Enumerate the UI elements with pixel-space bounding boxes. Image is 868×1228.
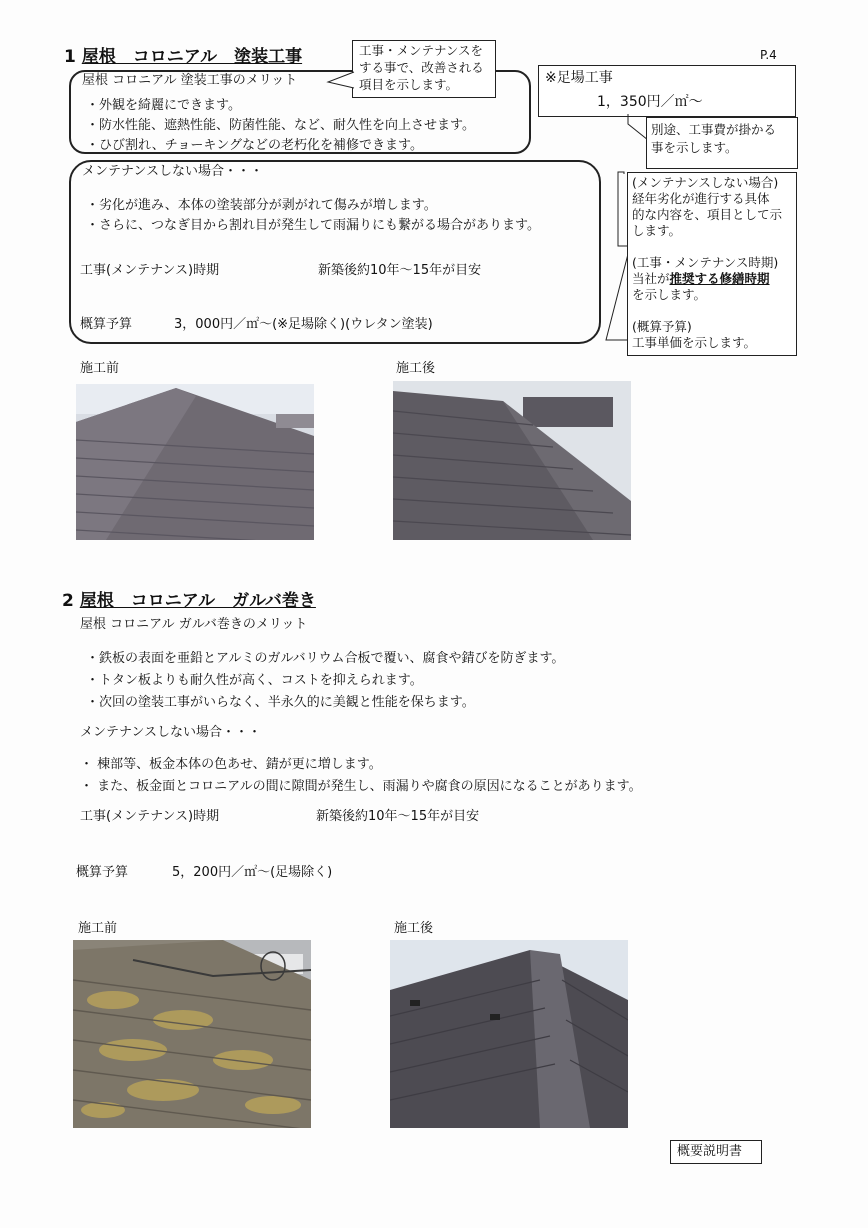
section1-period-value: 新築後約10年～15年が目安 bbox=[318, 263, 482, 278]
section1-no-maint-heading: メンテナンスしない場合・・・ bbox=[82, 164, 263, 179]
section2-no-maint-heading: メンテナンスしない場合・・・ bbox=[80, 725, 261, 740]
side-note-line: (メンテナンスしない場合) bbox=[632, 175, 779, 190]
section1-before-photo bbox=[76, 384, 314, 540]
side-bracket bbox=[600, 170, 630, 350]
section2-merit-item: ・次回の塗装工事がいらなく、半永久的に美観と性能を保ちます。 bbox=[86, 695, 475, 710]
section2-merit-item: ・トタン板よりも耐久性が高く、コストを抑えられます。 bbox=[86, 673, 423, 688]
section2-before-label: 施工前 bbox=[78, 921, 118, 936]
section2-merit-item: ・鉄板の表面を亜鉛とアルミのガルバリウム合板で覆い、腐食や錆びを防ぎます。 bbox=[86, 651, 565, 666]
side-note-line: します。 bbox=[632, 223, 682, 238]
scaffold-note-line: 別途、工事費が掛かる bbox=[651, 122, 777, 137]
section1-title: 屋根 コロニアル 塗装工事 bbox=[81, 47, 303, 67]
scaffold-title: ※足場工事 bbox=[545, 70, 613, 86]
section2-after-photo bbox=[390, 940, 628, 1128]
callout-pointer bbox=[325, 70, 355, 90]
footer-label: 概要説明書 bbox=[677, 1144, 743, 1159]
section2-budget-label: 概算予算 bbox=[76, 865, 129, 880]
section1-merit-item: ・ひび割れ、チョーキングなどの老朽化を補修できます。 bbox=[86, 138, 423, 153]
callout-improvement-note bbox=[352, 40, 496, 98]
section2-no-maint-item: ・ 棟部等、板金本体の色あせ、錆が更に増します。 bbox=[80, 757, 382, 772]
section2-budget-value: 5，200円／㎡～(足場除く) bbox=[172, 865, 333, 880]
section2-before-photo bbox=[73, 940, 311, 1128]
callout-line: する事で、改善される bbox=[359, 60, 484, 75]
section1-merit-item: ・防水性能、遮熱性能、防菌性能、など、耐久性を向上させます。 bbox=[86, 118, 475, 133]
section2-no-maint-item: ・ また、板金面とコロニアルの間に隙間が発生し、雨漏りや腐食の原因になることがあります。 bbox=[80, 779, 642, 794]
section1-after-photo bbox=[393, 381, 631, 540]
side-note-emphasis: 推奨する修繕時期 bbox=[669, 271, 770, 286]
side-note-line: 工事単価を示します。 bbox=[632, 335, 757, 350]
side-notes-box bbox=[627, 172, 797, 356]
section1-before-label: 施工前 bbox=[80, 361, 120, 376]
section1-no-maint-item: ・さらに、つなぎ目から割れ目が発生して雨漏りにも繋がる場合があります。 bbox=[86, 218, 540, 233]
page-number: P.4 bbox=[760, 48, 777, 62]
scaffold-note-box bbox=[646, 117, 798, 169]
section2-heading bbox=[62, 586, 316, 611]
section1-merit-item: ・外観を綺麗にできます。 bbox=[86, 98, 241, 113]
side-note-fragment: 当社が bbox=[632, 271, 670, 286]
callout-line: 工事・メンテナンスを bbox=[359, 43, 484, 58]
section1-merit-heading: 屋根 コロニアル 塗装工事のメリット bbox=[82, 73, 298, 88]
callout-line: 項目を示します。 bbox=[359, 77, 459, 92]
section1-after-label: 施工後 bbox=[396, 361, 436, 376]
section2-after-label: 施工後 bbox=[394, 921, 434, 936]
side-note-line: を示します。 bbox=[632, 287, 707, 302]
section1-no-maint-item: ・劣化が進み、本体の塗装部分が剥がれて傷みが増します。 bbox=[86, 198, 437, 213]
section2-merit-heading: 屋根 コロニアル ガルバ巻きのメリット bbox=[80, 617, 308, 632]
side-note-line: (工事・メンテナンス時期) bbox=[632, 255, 779, 270]
section1-number: 1 bbox=[64, 47, 76, 67]
side-note-line: 経年劣化が進行する具体 bbox=[632, 191, 770, 206]
section1-heading bbox=[64, 42, 302, 67]
footer-label-box bbox=[670, 1140, 762, 1164]
side-note-line: 的な内容を、項目として示 bbox=[632, 207, 783, 222]
section2-title: 屋根 コロニアル ガルバ巻き bbox=[79, 591, 316, 611]
scaffold-note-line: 事を示します。 bbox=[651, 140, 738, 155]
scaffold-cost-box bbox=[538, 65, 796, 117]
scaffold-price: 1，350円／㎡～ bbox=[597, 94, 703, 110]
section1-period-label: 工事(メンテナンス)時期 bbox=[80, 263, 220, 278]
section2-number: 2 bbox=[62, 591, 74, 611]
section1-budget-label: 概算予算 bbox=[80, 317, 133, 332]
section1-budget-value: 3，000円／㎡～(※足場除く)(ウレタン塗装) bbox=[174, 317, 433, 332]
section2-period-label: 工事(メンテナンス)時期 bbox=[80, 809, 220, 824]
side-note-line: (概算予算) bbox=[632, 319, 692, 334]
section2-period-value: 新築後約10年～15年が目安 bbox=[316, 809, 480, 824]
